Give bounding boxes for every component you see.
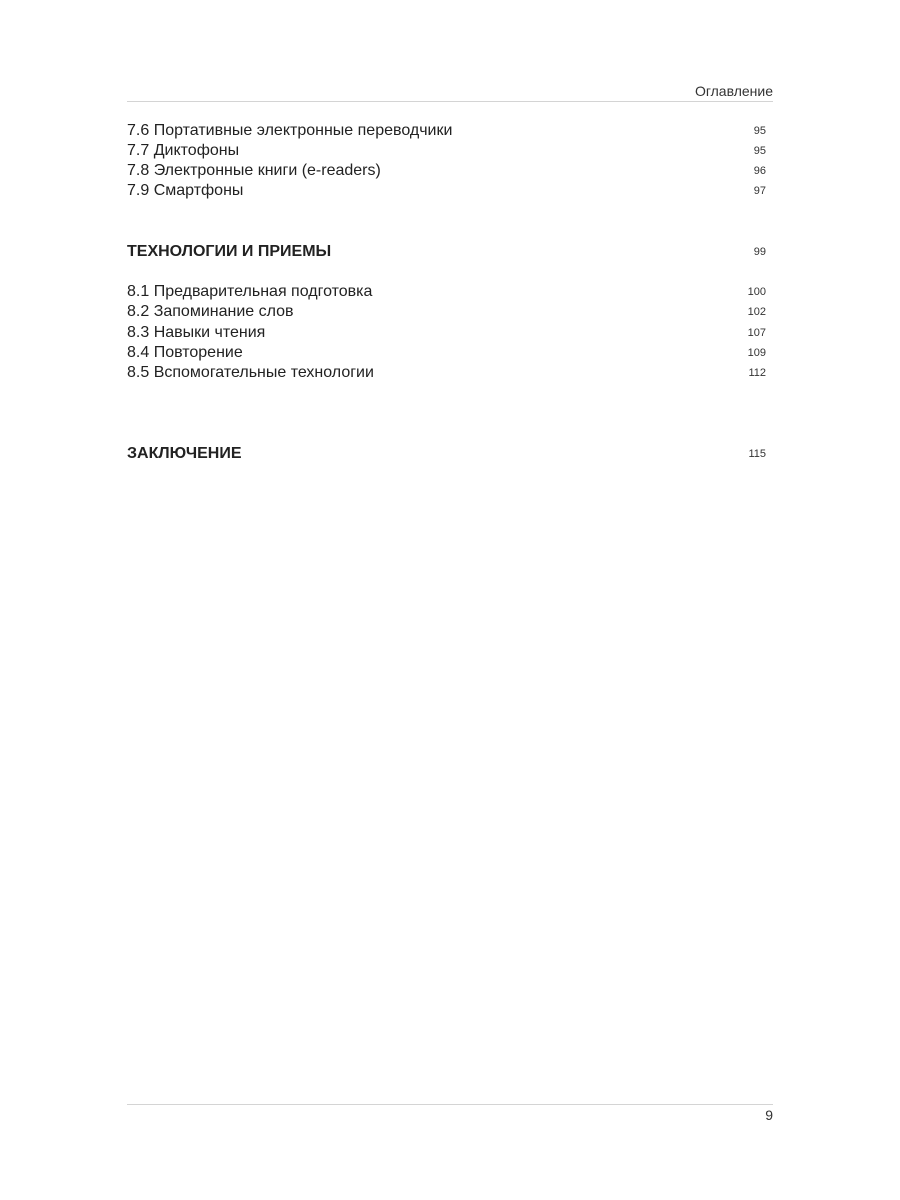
toc-entry-page: 95	[753, 145, 766, 157]
toc-entry[interactable]	[127, 323, 773, 343]
toc-entry-page: 107	[747, 327, 766, 339]
toc-entry-page: 100	[747, 286, 766, 298]
toc-entry-label: 7.8 Электронные книги (e-readers)	[127, 162, 381, 179]
toc-entry-label: 7.6 Портативные электронные переводчики	[127, 122, 453, 139]
toc-conclusion-label: ЗАКЛЮЧЕНИЕ	[127, 445, 242, 462]
toc-conclusion-page: 115	[748, 448, 766, 460]
toc-entry-label: 7.9 Смартфоны	[127, 182, 244, 199]
toc-entry-page: 112	[748, 367, 766, 379]
toc-entry[interactable]	[127, 181, 773, 201]
toc-entry-page: 97	[753, 185, 766, 197]
toc-entry[interactable]	[127, 141, 773, 161]
toc-entry[interactable]	[127, 161, 773, 181]
running-header-title: Оглавление	[694, 83, 773, 99]
header-divider	[127, 101, 773, 102]
toc-entry[interactable]	[127, 121, 773, 141]
toc-entry-page: 96	[753, 165, 766, 177]
toc-entry-label: 8.5 Вспомогательные технологии	[127, 364, 374, 381]
toc-chapter-label: ТЕХНОЛОГИИ И ПРИЕМЫ	[127, 243, 332, 260]
toc-entry[interactable]	[127, 363, 773, 383]
toc-entry[interactable]	[127, 302, 773, 322]
toc-entry-page: 102	[747, 306, 766, 318]
toc-entry-page: 109	[747, 347, 766, 359]
toc-entry-label: 8.2 Запоминание слов	[127, 303, 294, 320]
toc-entry-page: 95	[753, 125, 766, 137]
footer-divider	[127, 1104, 773, 1105]
toc-chapter-heading[interactable]	[127, 242, 773, 262]
toc-entry-label: 7.7 Диктофоны	[127, 142, 240, 159]
toc-entry[interactable]	[127, 343, 773, 363]
toc-entry[interactable]	[127, 282, 773, 302]
toc-entry-label: 8.4 Повторение	[127, 344, 243, 361]
toc-chapter-page: 99	[753, 246, 766, 258]
toc-entry-label: 8.1 Предварительная подготовка	[127, 283, 373, 300]
toc-conclusion-heading[interactable]	[127, 444, 773, 464]
page-number: 9	[765, 1107, 773, 1123]
toc-entry-label: 8.3 Навыки чтения	[127, 324, 266, 341]
